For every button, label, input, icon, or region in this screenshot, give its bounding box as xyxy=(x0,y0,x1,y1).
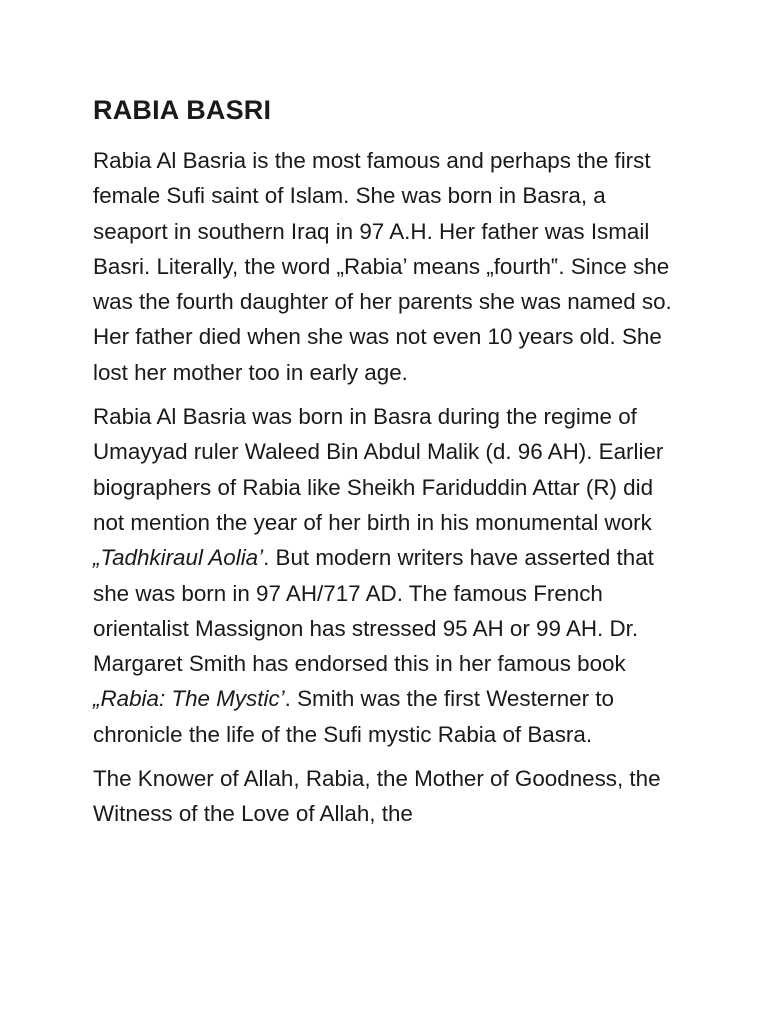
paragraph-3: The Knower of Allah, Rabia, the Mother of Goodness, the Witness of the Love of Allah, the xyxy=(93,766,661,827)
paragraph-2-text-2: . But modern writers have asserted that she was born in 97 AH/717 AD. The famous French orientalist Massignon has stressed 95 AH or 99 AH. Dr. Margaret Smith has endorsed this in her famous book xyxy=(93,545,654,677)
document-title: RABIA BASRI xyxy=(93,95,272,125)
paragraph-2-text-3: . Smith was the first Westerner to chronicle the life of the Sufi mystic Rabia of Basra. xyxy=(93,686,614,747)
document-page xyxy=(93,90,673,841)
paragraph-2 xyxy=(93,399,673,752)
book-title-tadhkiraul-aolia: „Tadhkiraul Aolia’ xyxy=(93,545,264,571)
book-title-rabia-the-mystic: „Rabia: The Mystic’ xyxy=(93,686,285,712)
paragraph-1: Rabia Al Basria is the most famous and perhaps the first female Sufi saint of Islam. She was born in Basra, a seaport in southern Iraq in 97 A.H. Her father was Ismail Basri. Literally, the word „Rabia’ means „fourth‟. Since she was the fourth daughter of her parents she was named so. Her father died when she was not even 10 years old. She lost her mother too in early age. xyxy=(93,148,672,385)
paragraph-2-text-1: Rabia Al Basria was born in Basra during the regime of Umayyad ruler Waleed Bin Abdul Malik (d. 96 AH). Earlier biographers of Rabia like Sheikh Fariduddin Attar (R) did not mention the year of her birth in his monumental work xyxy=(93,404,664,535)
